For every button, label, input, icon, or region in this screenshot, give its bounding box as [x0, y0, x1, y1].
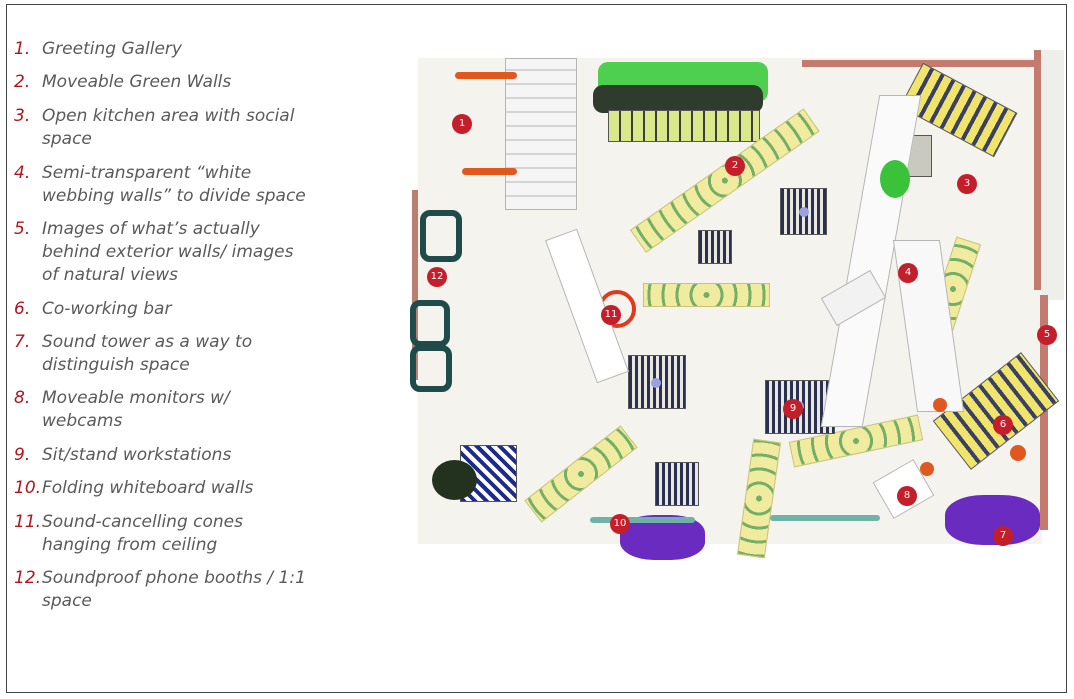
marker-1: 1 — [452, 114, 472, 134]
legend-item-11 — [14, 511, 344, 557]
legend-text-cont: webbing walls” to divide space — [42, 186, 306, 206]
green-wall-base — [608, 110, 760, 142]
teal-booth-1 — [420, 210, 462, 262]
legend-text-cont: behind exterior walls/ images — [42, 242, 294, 262]
legend-text: Greeting Gallery — [42, 39, 182, 59]
legend-text-cont: distinguish space — [42, 355, 190, 375]
legend-text: Moveable Green Walls — [42, 72, 232, 92]
legend-number: 11. — [14, 512, 42, 532]
workstation-block-3 — [628, 355, 686, 409]
legend-item-8 — [14, 387, 344, 433]
marker-6: 6 — [993, 415, 1013, 435]
legend-text-cont: space — [42, 129, 92, 149]
legend-item-2 — [14, 71, 344, 94]
teal-booth-2 — [410, 300, 450, 347]
marker-10: 10 — [610, 514, 630, 534]
marker-2: 2 — [725, 156, 745, 176]
board-trim-right — [1034, 50, 1041, 290]
marker-5: 5 — [1037, 325, 1057, 345]
legend-text: Soundproof phone booths / 1:1 — [42, 568, 306, 588]
marker-9: 9 — [783, 399, 803, 419]
orange-pipe-1 — [455, 72, 517, 79]
legend-number: 2. — [14, 72, 31, 92]
marker-8: 8 — [897, 486, 917, 506]
legend-item-1 — [14, 38, 344, 61]
legend-text: Images of what’s actually — [42, 219, 260, 239]
orange-dot-1 — [933, 398, 947, 412]
marker-4: 4 — [898, 263, 918, 283]
legend-text: Moveable monitors w/ — [42, 388, 230, 408]
legend-number: 3. — [14, 106, 31, 126]
teal-whiteboard-wall-2 — [770, 515, 880, 521]
legend-number: 4. — [14, 163, 31, 183]
legend-item-7 — [14, 331, 344, 377]
legend-item-4 — [14, 162, 344, 208]
legend-text-cont: space — [42, 591, 92, 611]
workstation-block-1 — [780, 188, 827, 235]
legend-number: 12. — [14, 568, 42, 588]
green-wall-dark — [593, 85, 763, 113]
legend-number: 8. — [14, 388, 31, 408]
dark-green-booth — [432, 460, 477, 500]
legend-number: 5. — [14, 219, 31, 239]
legend-item-10 — [14, 477, 344, 500]
legend-text: Open kitchen area with social — [42, 106, 295, 126]
marker-7: 7 — [993, 526, 1013, 546]
tape-horizontal-1 — [643, 283, 770, 307]
folded-paper-gallery — [505, 58, 577, 210]
orange-pipe-2 — [462, 168, 517, 175]
marker-12: 12 — [427, 267, 447, 287]
model-board-extension — [1040, 50, 1064, 300]
legend-item-3 — [14, 105, 344, 151]
legend-text-cont: webcams — [42, 411, 123, 431]
legend-number: 10. — [14, 478, 42, 498]
legend-text: Sound-cancelling cones — [42, 512, 243, 532]
monitor-block — [655, 462, 699, 506]
legend-text: Sound tower as a way to — [42, 332, 253, 352]
marker-3: 3 — [957, 174, 977, 194]
legend-item-6 — [14, 298, 344, 321]
legend-text: Co-working bar — [42, 299, 172, 319]
legend-number: 7. — [14, 332, 31, 352]
teal-whiteboard-wall-1 — [590, 517, 695, 523]
marker-11: 11 — [601, 305, 621, 325]
legend-text: Semi-transparent “white — [42, 163, 252, 183]
green-coil — [880, 160, 910, 198]
teal-booth-3 — [410, 345, 452, 392]
legend-text: Folding whiteboard walls — [42, 478, 254, 498]
legend-item-5 — [14, 218, 344, 287]
legend-text-cont: of natural views — [42, 265, 178, 285]
legend-number: 9. — [14, 445, 31, 465]
legend-item-12 — [14, 567, 344, 613]
orange-dot-2 — [1010, 445, 1026, 461]
legend-text-cont: hanging from ceiling — [42, 535, 218, 555]
legend-text: Sit/stand workstations — [42, 445, 232, 465]
workstation-block-2 — [698, 230, 732, 264]
legend-number: 1. — [14, 39, 31, 59]
legend-number: 6. — [14, 299, 31, 319]
legend-item-9 — [14, 444, 344, 467]
